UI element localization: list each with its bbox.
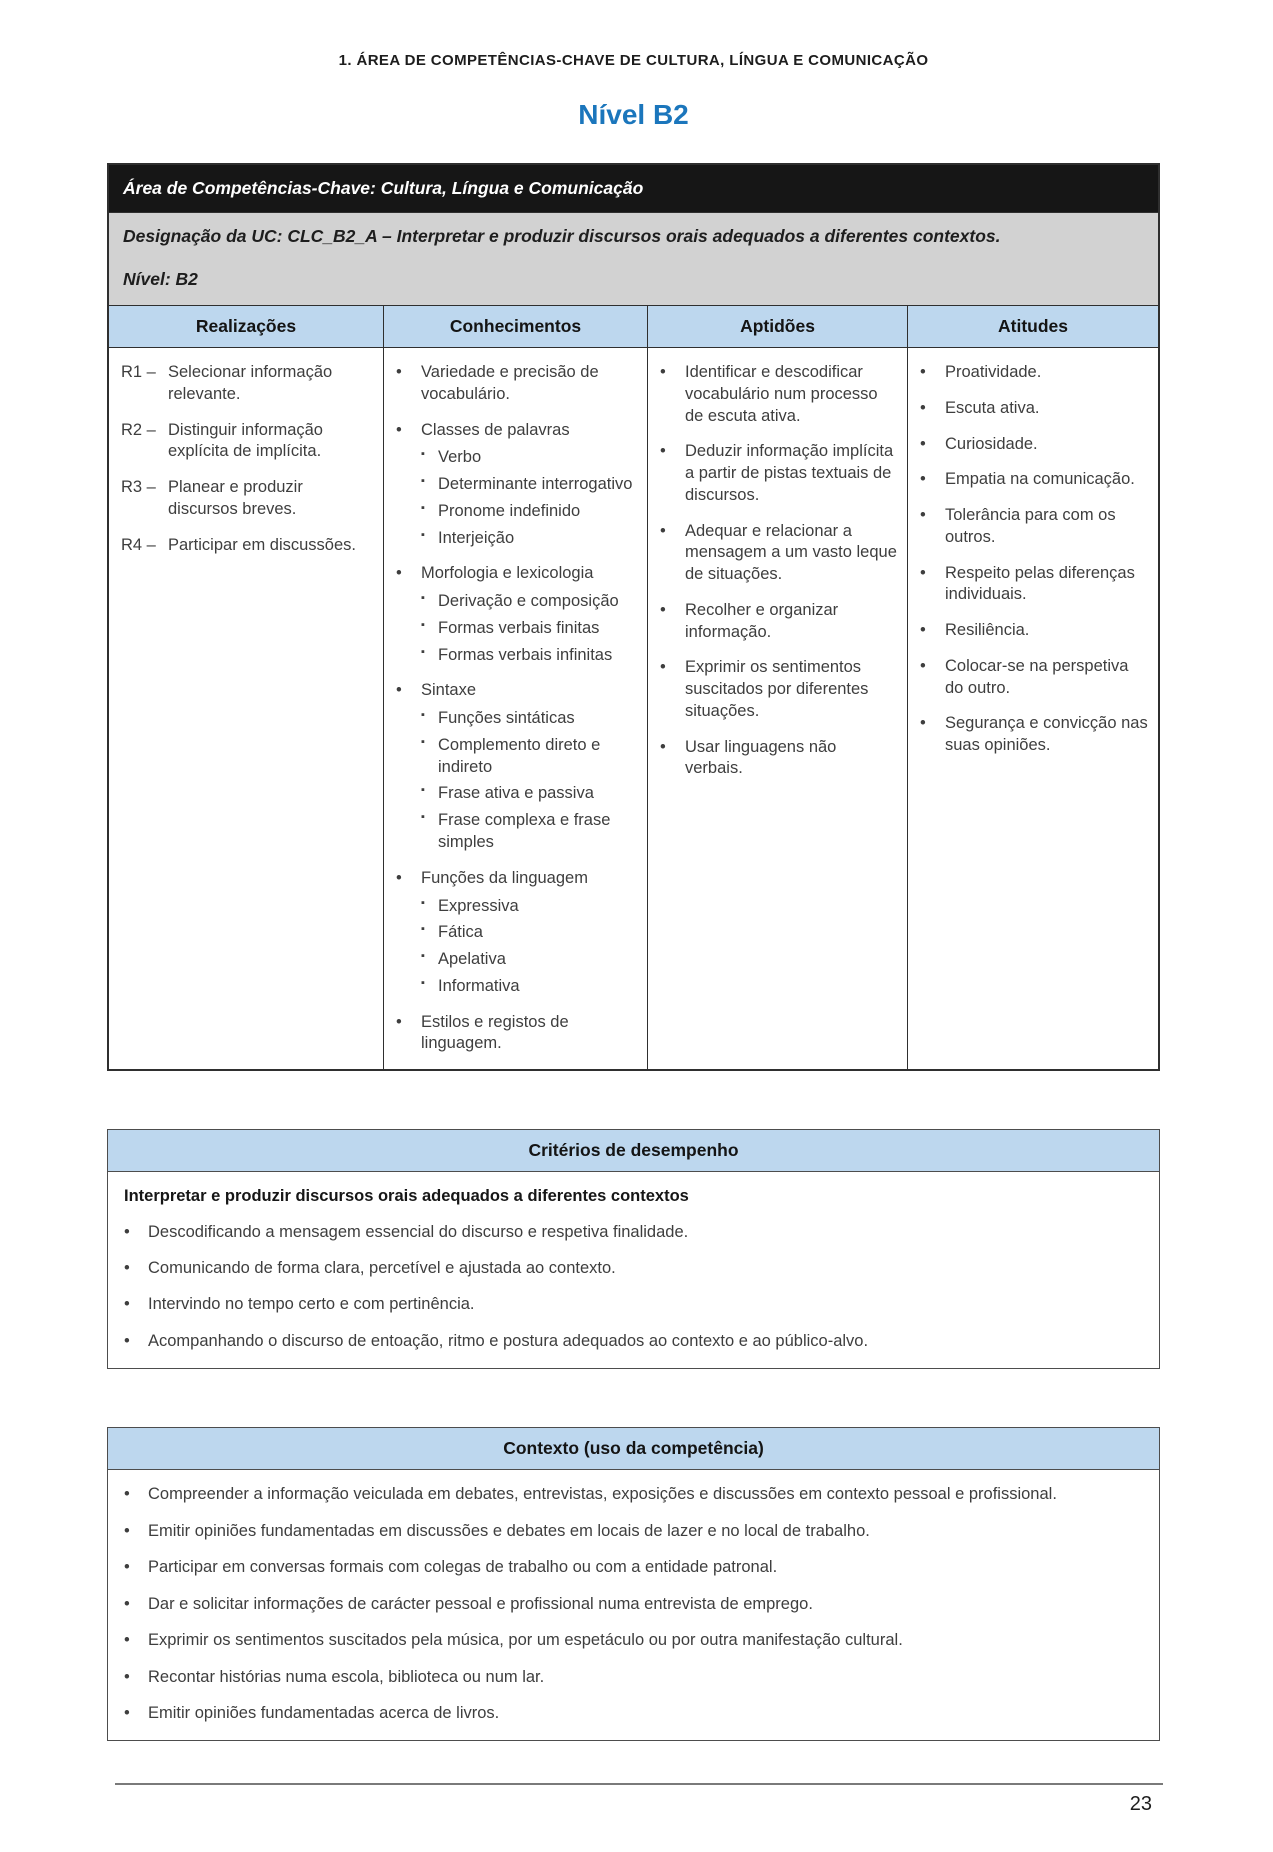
criterios-list xyxy=(124,1222,1143,1353)
square-bullet-icon: ▪ xyxy=(421,896,425,909)
square-bullet-icon: ▪ xyxy=(421,592,425,605)
sub-list-item xyxy=(421,783,637,805)
sub-list-item xyxy=(421,591,637,613)
running-header: 1. ÁREA DE COMPETÊNCIAS-CHAVE DE CULTURA, LÍNGUA E COMUNICAÇÃO xyxy=(338,52,929,69)
list-item xyxy=(121,420,373,464)
list-item xyxy=(124,1258,1143,1279)
sub-list-item-text: Interjeição xyxy=(438,528,515,547)
list-item xyxy=(660,600,897,644)
sub-list-item-text: Funções sintáticas xyxy=(438,709,575,728)
list-item xyxy=(124,1484,1143,1505)
uc-designation-bar xyxy=(109,213,1158,306)
criterios-body xyxy=(108,1172,1159,1368)
sub-list-item xyxy=(421,447,637,469)
list-item-text: Estilos e registos de linguagem. xyxy=(421,1012,569,1053)
list-item xyxy=(660,441,897,506)
list-item-text: Usar linguagens não verbais. xyxy=(685,737,837,778)
list-item-text: Descodificando a mensagem essencial do discurso e respetiva finalidade. xyxy=(148,1222,689,1241)
list-item xyxy=(124,1521,1143,1542)
square-bullet-icon: ▪ xyxy=(421,976,425,989)
bullet-icon: • xyxy=(396,868,402,887)
list-item xyxy=(660,657,897,722)
list-item-text: Distinguir informação explícita de implícita. xyxy=(168,420,323,461)
bullet-icon: • xyxy=(920,470,926,489)
list-item-text: Compreender a informação veiculada em debates, entrevistas, exposições e discussões em contexto pessoal e profissional. xyxy=(148,1485,1057,1504)
criterios-intro: Interpretar e produzir discursos orais adequados a diferentes contextos xyxy=(124,1187,689,1206)
list-item-text: Comunicando de forma clara, percetível e ajustada ao contexto. xyxy=(148,1259,616,1278)
list-item-text: Tolerância para com os outros. xyxy=(945,506,1116,546)
list-item-text: Classes de palavras xyxy=(421,420,570,439)
list-item xyxy=(124,1630,1143,1651)
list-item-text: Respeito pelas diferenças individuais. xyxy=(945,563,1135,604)
list-item-text: Emitir opiniões fundamentadas em discussões e debates em locais de lazer e no local de trabalho. xyxy=(148,1521,870,1540)
list-item xyxy=(124,1294,1143,1315)
list-item xyxy=(396,868,637,890)
list-item-text: Colocar-se na perspetiva do outro. xyxy=(945,656,1129,697)
list-item xyxy=(920,656,1148,700)
list-item-text: Variedade e precisão de vocabulário. xyxy=(421,363,599,403)
list-item-text: Escuta ativa. xyxy=(945,398,1040,417)
list-item xyxy=(920,434,1148,456)
bullet-icon: • xyxy=(396,681,402,700)
list-item-text: Recontar histórias numa escola, biblioteca ou num lar. xyxy=(148,1667,545,1686)
bullet-icon: • xyxy=(920,656,926,675)
square-bullet-icon: ▪ xyxy=(421,709,425,722)
list-item xyxy=(396,362,637,406)
sub-list-item xyxy=(421,976,637,998)
sub-list-item-text: Informativa xyxy=(438,976,520,995)
sub-list-item-text: Determinante interrogativo xyxy=(438,475,633,494)
column-header-conhecimentos: Conhecimentos xyxy=(383,306,647,348)
bullet-icon: • xyxy=(920,621,926,640)
list-item-text: Resiliência. xyxy=(945,621,1030,640)
sub-list-item-text: Frase ativa e passiva xyxy=(438,784,594,803)
list-item xyxy=(920,362,1148,384)
list-item xyxy=(124,1557,1143,1578)
area-header-bar: Área de Competências-Chave: Cultura, Língua e Comunicação xyxy=(109,165,1158,213)
list-item xyxy=(920,505,1148,549)
bullet-icon: • xyxy=(660,442,666,461)
bullet-icon: • xyxy=(124,1295,130,1314)
uc-level: Nível: B2 xyxy=(123,269,198,289)
bullet-icon: • xyxy=(920,563,926,582)
contexto-list xyxy=(124,1484,1143,1724)
bullet-icon: • xyxy=(124,1259,130,1278)
bullet-icon: • xyxy=(660,363,666,381)
bullet-icon: • xyxy=(920,363,926,381)
list-item-text: Selecionar informação relevante. xyxy=(168,363,333,403)
item-label: R1 – xyxy=(121,363,156,381)
bullet-icon: • xyxy=(920,434,926,453)
table-column-headers xyxy=(109,306,1158,348)
list-item xyxy=(121,477,373,521)
list-item-text: Participar em conversas formais com colegas de trabalho ou com a entidade patronal. xyxy=(148,1558,778,1577)
sub-list-item-text: Formas verbais finitas xyxy=(438,618,600,637)
list-item xyxy=(920,620,1148,642)
sub-list-item-text: Derivação e composição xyxy=(438,592,619,611)
list-item-text: Intervindo no tempo certo e com pertinência. xyxy=(148,1295,475,1314)
bullet-icon: • xyxy=(660,521,666,540)
list-item xyxy=(396,420,637,442)
bullet-icon: • xyxy=(920,398,926,417)
sub-list-item-text: Expressiva xyxy=(438,896,519,915)
list-item-text: Adequar e relacionar a mensagem a um vasto leque de situações. xyxy=(685,521,897,584)
table-body xyxy=(109,348,1158,1069)
column-header-realizacoes: Realizações xyxy=(109,306,383,348)
list-item xyxy=(920,713,1148,757)
criterios-box xyxy=(107,1129,1160,1369)
list-item xyxy=(660,362,897,427)
square-bullet-icon: ▪ xyxy=(421,923,425,936)
list-item-text: Funções da linguagem xyxy=(421,868,588,887)
sub-list-item-text: Pronome indefinido xyxy=(438,501,581,520)
criterios-header: Critérios de desempenho xyxy=(108,1130,1159,1172)
list-item xyxy=(121,362,373,406)
list-item xyxy=(920,563,1148,607)
bullet-icon: • xyxy=(396,1012,402,1031)
square-bullet-icon: ▪ xyxy=(421,811,425,824)
square-bullet-icon: ▪ xyxy=(421,950,425,963)
bullet-icon: • xyxy=(124,1558,130,1577)
bullet-icon: • xyxy=(396,564,402,583)
list-item xyxy=(124,1594,1143,1615)
square-bullet-icon: ▪ xyxy=(421,784,425,797)
document-page xyxy=(107,52,1160,1816)
item-label: R3 – xyxy=(121,478,156,497)
bullet-icon: • xyxy=(124,1485,130,1504)
list-item xyxy=(660,737,897,781)
bullet-icon: • xyxy=(124,1331,130,1350)
square-bullet-icon: ▪ xyxy=(421,528,425,541)
footer-divider xyxy=(115,1783,1163,1785)
sub-list-item xyxy=(421,645,637,667)
uc-designation: Designação da UC: CLC_B2_A – Interpretar e produzir discursos orais adequados a diferentes contextos. xyxy=(123,226,1001,246)
sub-list-item-text: Complemento direto e indireto xyxy=(438,735,601,776)
sub-list-item xyxy=(421,618,637,640)
sub-list-item-text: Apelativa xyxy=(438,950,506,969)
list-item-text: Planear e produzir discursos breves. xyxy=(168,478,303,518)
list-item xyxy=(920,469,1148,491)
square-bullet-icon: ▪ xyxy=(421,735,425,748)
column-cell-conhecimentos xyxy=(383,348,647,1069)
list-item-text: Dar e solicitar informações de carácter pessoal e profissional numa entrevista de emprego. xyxy=(148,1594,813,1613)
list-item-text: Deduzir informação implícita a partir de pistas textuais de discursos. xyxy=(685,442,894,504)
column-cell-atitudes xyxy=(907,348,1158,1069)
sub-list-item xyxy=(421,528,637,550)
column-cell-realizacoes xyxy=(109,348,383,1069)
bullet-icon: • xyxy=(124,1631,130,1650)
list-item xyxy=(124,1667,1143,1688)
bullet-icon: • xyxy=(124,1667,130,1686)
sub-list-item-text: Verbo xyxy=(438,448,482,467)
bullet-icon: • xyxy=(920,714,926,733)
list-item-text: Sintaxe xyxy=(421,681,477,700)
sub-list-item xyxy=(421,896,637,918)
contexto-header: Contexto (uso da competência) xyxy=(108,1428,1159,1470)
list-item-text: Participar em discussões. xyxy=(168,535,356,554)
bullet-icon: • xyxy=(124,1594,130,1613)
square-bullet-icon: ▪ xyxy=(421,618,425,631)
list-item-text: Acompanhando o discurso de entoação, ritmo e postura adequados ao contexto e ao público-alvo. xyxy=(148,1331,869,1350)
list-item-text: Segurança e convicção nas suas opiniões. xyxy=(945,714,1148,755)
list-item-text: Proatividade. xyxy=(945,363,1042,381)
bullet-icon: • xyxy=(396,420,402,439)
column-cell-aptidoes xyxy=(647,348,907,1069)
list-item-text: Identificar e descodificar vocabulário num processo de escuta ativa. xyxy=(685,363,878,425)
sub-list-item-text: Formas verbais infinitas xyxy=(438,645,613,664)
list-item xyxy=(660,521,897,586)
list-item-text: Recolher e organizar informação. xyxy=(685,600,839,641)
column-header-aptidoes: Aptidões xyxy=(647,306,907,348)
list-item xyxy=(124,1331,1143,1352)
bullet-icon: • xyxy=(920,506,926,525)
sub-list-item xyxy=(421,949,637,971)
list-item-text: Exprimir os sentimentos suscitados por diferentes situações. xyxy=(685,658,869,720)
sub-list-item xyxy=(421,708,637,730)
list-item-text: Morfologia e lexicologia xyxy=(421,564,594,583)
sub-list-item xyxy=(421,474,637,496)
square-bullet-icon: ▪ xyxy=(421,645,425,658)
bullet-icon: • xyxy=(660,658,666,677)
bullet-icon: • xyxy=(660,600,666,619)
sub-list-item xyxy=(421,501,637,523)
list-item xyxy=(124,1222,1143,1243)
list-item xyxy=(396,680,637,702)
sub-list-item xyxy=(421,810,637,854)
bullet-icon: • xyxy=(660,737,666,756)
list-item xyxy=(121,535,373,557)
bullet-icon: • xyxy=(124,1703,130,1722)
bullet-icon: • xyxy=(124,1222,130,1241)
item-label: R4 – xyxy=(121,535,156,554)
sub-list-item-text: Frase complexa e frase simples xyxy=(438,811,611,852)
list-item xyxy=(396,563,637,585)
list-item-text: Empatia na comunicação. xyxy=(945,470,1135,489)
contexto-body xyxy=(108,1470,1159,1740)
list-item-text: Exprimir os sentimentos suscitados pela música, por um espetáculo ou por outra manifestação cultural. xyxy=(148,1631,903,1650)
bullet-icon: • xyxy=(396,363,402,381)
square-bullet-icon: ▪ xyxy=(421,448,425,461)
page-number: 23 xyxy=(1129,1793,1152,1816)
sub-list-item xyxy=(421,922,637,944)
page-title: Nível B2 xyxy=(578,99,689,130)
square-bullet-icon: ▪ xyxy=(421,475,425,488)
list-item xyxy=(124,1703,1143,1724)
column-header-atitudes: Atitudes xyxy=(907,306,1158,348)
list-item xyxy=(396,1012,637,1056)
contexto-box xyxy=(107,1427,1160,1741)
item-label: R2 – xyxy=(121,420,156,439)
bullet-icon: • xyxy=(124,1521,130,1540)
square-bullet-icon: ▪ xyxy=(421,501,425,514)
uc-table xyxy=(107,163,1160,1071)
sub-list-item-text: Fática xyxy=(438,923,483,942)
list-item-text: Curiosidade. xyxy=(945,434,1038,453)
sub-list-item xyxy=(421,735,637,779)
list-item xyxy=(920,398,1148,420)
list-item-text: Emitir opiniões fundamentadas acerca de livros. xyxy=(148,1703,500,1722)
